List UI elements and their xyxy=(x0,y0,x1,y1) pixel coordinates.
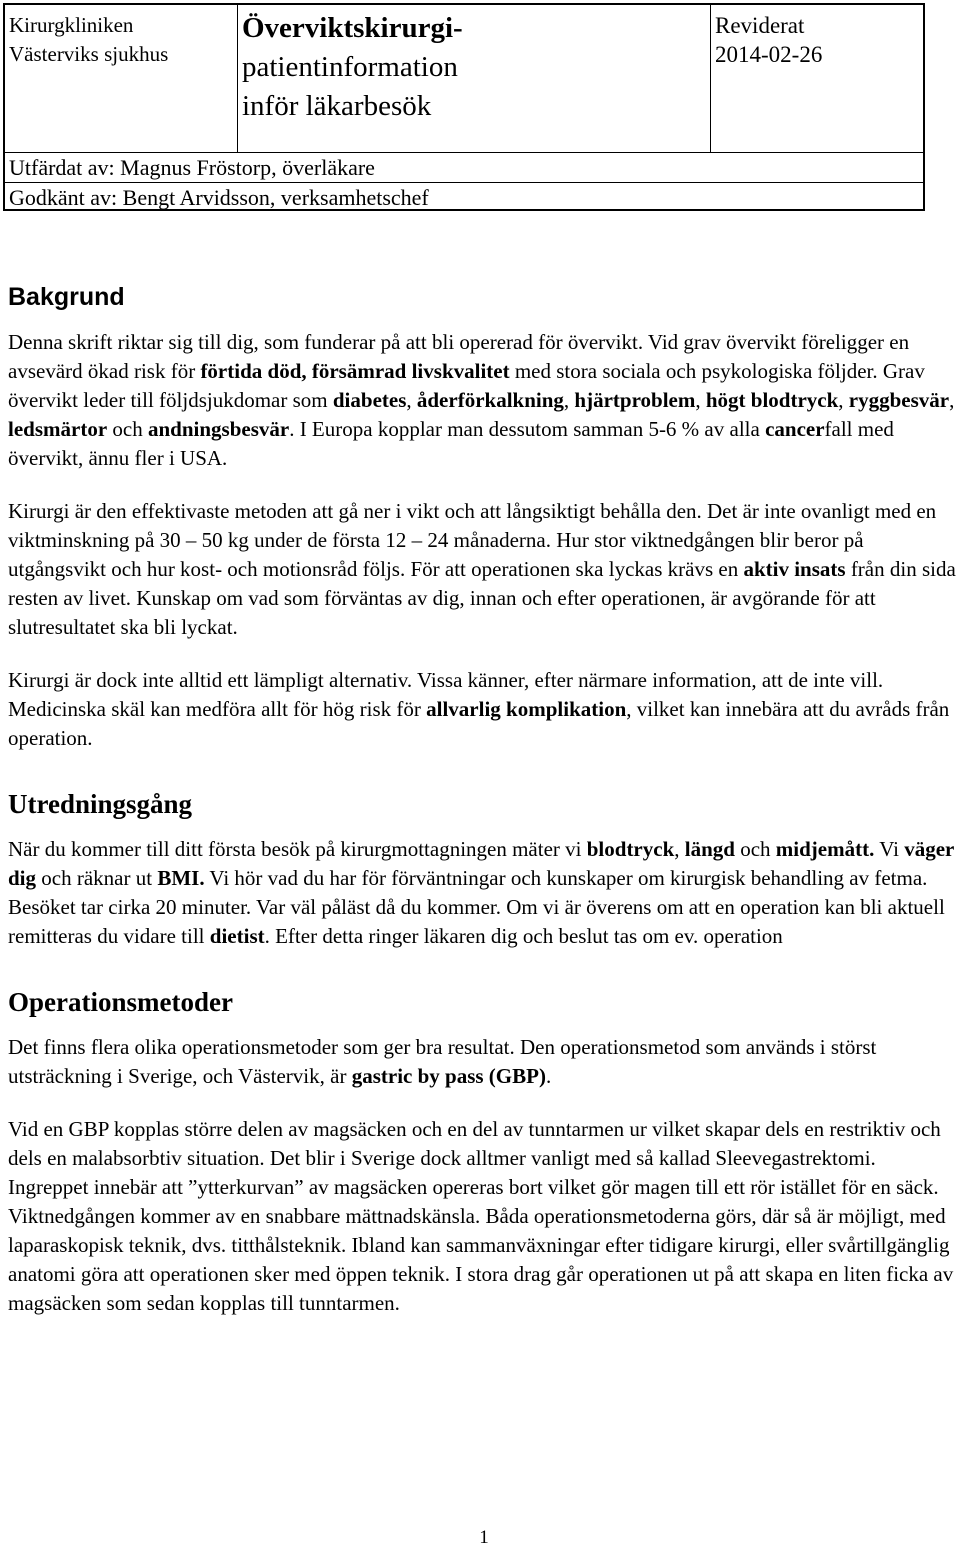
bold-text: BMI. xyxy=(157,866,205,890)
issued-by: Utfärdat av: Magnus Fröstorp, överläkare xyxy=(9,155,375,180)
section-heading-methods: Operationsmetoder xyxy=(8,987,233,1017)
bold-text: diabetes xyxy=(332,388,407,412)
methods-paragraph-2: Vid en GBP kopplas större delen av magsäcken och en del av tunntarmen ur vilket skapar dels en restriktiv och dels en malabsorbtiv situation. Det blir i Sverige dock alltmer vanligt med så kallad Sleevegastrektomi. Ingreppet innebär att ”ytterkurvan” av magsäcken opereras bort vilket gör magen till ett rör istället för en säck. Viktnedgången kommer av en snabbare mättnadskänsla. Båda operationsmetoderna görs, där så är möjligt, med laparaskopisk teknik, dvs. titthålsteknik. Ibland kan sammanväxningar efter tidigare kirurgi, eller svårtillgänglig anatomi göra att operationen sker med öppen teknik. I stora drag går operationen ut på att skapa en liten ficka av magsäcken som sedan kopplas till tunntarmen. xyxy=(8,1117,954,1315)
background-paragraph-3: Kirurgi är dock inte alltid ett lämpligt alternativ. Vissa känner, efter närmare information, att de inte vill. Medicinska skäl kan medföra allt för hög risk för allvarlig komplikation, vilket kan innebära att du avråds från operation. xyxy=(8,668,950,750)
approved-by-row xyxy=(5,182,923,211)
document-subtitle-line-1: patientinformation xyxy=(242,51,458,83)
bold-text: väger dig xyxy=(8,837,954,890)
section-heading-investigation: Utredningsgång xyxy=(8,789,193,819)
bold-text: ryggbesvär xyxy=(848,388,950,412)
bold-text: allvarlig komplikation xyxy=(426,697,627,721)
department-name: Kirurgkliniken xyxy=(9,13,134,37)
approved-by: Godkänt av: Bengt Arvidsson, verksamhetschef xyxy=(9,185,429,210)
document-subtitle-line-2: inför läkarbesök xyxy=(242,90,432,122)
revised-date: 2014-02-26 xyxy=(715,42,823,67)
document-title-cell xyxy=(238,5,711,152)
bold-text: förtida död, försämrad livskvalitet xyxy=(200,359,510,383)
document-body xyxy=(8,280,956,1318)
bold-text: midjemått. xyxy=(775,837,875,861)
bold-text: gastric by pass (GBP) xyxy=(351,1064,546,1088)
bold-text: längd xyxy=(684,837,735,861)
department-cell xyxy=(5,5,238,152)
bold-text: ledsmärtor xyxy=(8,417,108,441)
background-paragraph-1: Denna skrift riktar sig till dig, som funderar på att bli opererad för övervikt. Vid grav övervikt föreligger en avsevärd ökad risk för förtida död, försämrad livskvalitet med stora sociala och psykologiska följder. Grav övervikt leder till följdsjukdomar som diabetes, åderförkalkning, hjärtproblem, högt blodtryck, ryggbesvär, ledsmärtor och andningsbesvär. I Europa kopplar man dessutom samman 5-6 % av alla cancerfall med övervikt, ännu fler i USA. xyxy=(8,330,955,470)
revised-label: Reviderat xyxy=(715,13,805,38)
investigation-paragraph-1: När du kommer till ditt första besök på kirurgmottagningen mäter vi blodtryck, längd och midjemått. Vi väger dig och räknar ut BMI. Vi hör vad du har för förväntningar och kunskaper om kirurgisk behandling av fetma. Besöket tar cirka 20 minuter. Var väl påläst då du kommer. Om vi är överens om att en operation kan bli aktuell remitteras du vidare till dietist. Efter detta ringer läkaren dig och beslut tas om ev. operation xyxy=(8,837,954,948)
bold-text: cancer xyxy=(765,417,825,441)
header-table xyxy=(3,3,925,211)
issued-by-row xyxy=(5,152,923,182)
revision-cell xyxy=(711,5,925,152)
methods-paragraph-1: Det finns flera olika operationsmetoder som ger bra resultat. Den operationsmetod som används i störst utsträckning i Sverige, och Västervik, är gastric by pass (GBP). xyxy=(8,1035,877,1088)
document-title: Överviktskirurgi- xyxy=(242,12,463,44)
bold-text: blodtryck xyxy=(586,837,675,861)
background-paragraph-2: Kirurgi är den effektivaste metoden att gå ner i vikt och att långsiktigt behålla den. Det är inte ovanligt med en viktminskning på 30 – 50 kg under de första 12 – 24 månaderna. Hur stor viktnedgången blir beror på utgångsvikt och hur kost- och motionsråd följs. För att operationen ska lyckas krävs en aktiv insats från din sida resten av livet. Kunskap om vad som förväntas av dig, innan och efter operationen, är avgörande för att slutresultatet ska bli lyckat. xyxy=(8,499,956,639)
bold-text: åderförkalkning xyxy=(416,388,564,412)
bold-text: andningsbesvär xyxy=(147,417,290,441)
bold-text: aktiv insats xyxy=(743,557,846,581)
bold-text: högt blodtryck xyxy=(705,388,839,412)
bold-text: dietist xyxy=(209,924,265,948)
page-number: 1 xyxy=(479,1527,489,1548)
section-heading-background: Bakgrund xyxy=(8,283,125,311)
hospital-name: Västerviks sjukhus xyxy=(9,42,169,66)
bold-text: hjärtproblem xyxy=(574,388,696,412)
